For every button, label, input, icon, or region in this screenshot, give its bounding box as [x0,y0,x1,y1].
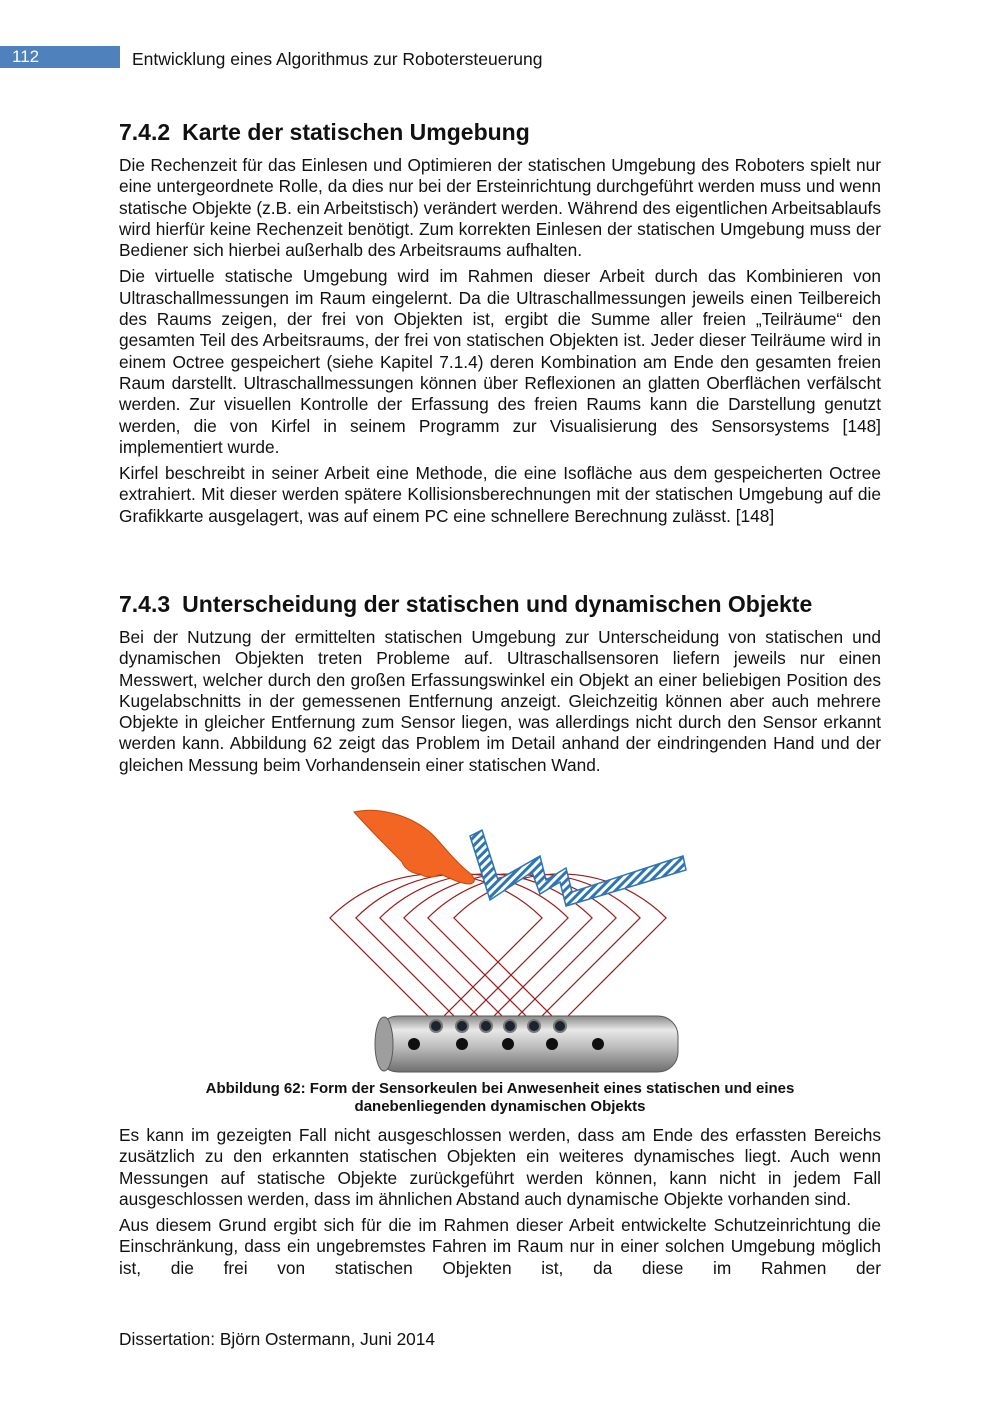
sensor-beam-illustration [320,802,690,1074]
page-number: 112 [0,46,120,68]
tube-hole [546,1038,558,1050]
section-number: 7.4.2 [119,119,171,145]
footer: Dissertation: Björn Ostermann, Juni 2014 [119,1329,436,1349]
ultrasonic-sensor [528,1020,540,1032]
section-7-4-3 [119,590,881,776]
section-7-4-2 [119,118,881,527]
section-number: 7.4.3 [119,591,171,617]
running-header: Entwicklung eines Algorithmus zur Robotersteuerung [132,49,543,69]
tube-hole [502,1038,514,1050]
hand-icon [354,810,474,884]
caption-line: Abbildung 62: Form der Sensorkeulen bei Anwesenheit eines statischen und eines [205,1080,795,1097]
ultrasonic-sensor [554,1020,566,1032]
ultrasonic-sensor [456,1020,468,1032]
sensor-beam [428,874,640,1024]
ultrasonic-sensor [480,1020,492,1032]
paragraph: Die Rechenzeit für das Einlesen und Optimieren der statischen Umgebung des Roboters spielt nur eine untergeordnete Rolle, da dies nur bei der Ersteinrichtung durchgeführt werden muss und wenn statische Objekte (z.B. ein Arbeitstisch) verändert werden. Während des eigentlichen Arbeitsablaufs wird hierfür keine Rechenzeit benötigt. Zum korrekten Einlesen der statischen Umgebung muss der Bediener sich hierbei außerhalb des Arbeitsraums aufhalten. [119,155,881,261]
paragraph: Bei der Nutzung der ermittelten statischen Umgebung zur Unterscheidung von statischen und dynamischen Objekten treten Probleme auf. Ultraschallsensoren liefern jeweils nur einen Messwert, welcher durch den großen Erfassungswinkel ein Objekt an einer beliebigen Position des Kugelabschnitts in der gemessenen Entfernung anzeigt. Gleichzeitig können aber auch mehrere Objekte in gleicher Entfernung zum Sensor liegen, was allerdings nicht durch den Sensor erkannt werden kann. Abbildung 62 zeigt das Problem im Detail anhand der eindringenden Hand und der gleichen Messung beim Vorhandensein einer statischen Wand. [119,627,881,775]
tube-hole [592,1038,604,1050]
paragraph: Aus diesem Grund ergibt sich für die im Rahmen dieser Arbeit entwickelte Schutzeinrichtung die Einschränkung, dass ein ungebremstes Fahren im Raum nur in einer solchen Umgebung möglich ist, die frei von statischen Objekten ist, da diese im Rahmen der [119,1215,881,1278]
section-title: Unterscheidung der statischen und dynamischen Objekte [182,591,813,617]
static-wall [470,830,686,906]
text-after-figure [119,1125,881,1279]
sensor-tube [375,1016,678,1072]
caption-line: danebenliegenden dynamischen Objekts [354,1098,646,1115]
tube-hole [456,1038,468,1050]
sensor-beam [380,874,592,1024]
ultrasonic-sensor [504,1020,516,1032]
paragraph: Es kann im gezeigten Fall nicht ausgeschlossen werden, dass am Ende des erfassten Bereichs zusätzlich zu den erkannten statischen Objekten ein weiteres dynamisches liegt. Auch wenn Messungen auf statische Objekte zurückgeführt werden können, kann nicht in jedem Fall ausgeschlossen werden, dass im ähnlichen Abstand auch dynamische Objekte vorhanden sind. [119,1125,881,1209]
section-title: Karte der statischen Umgebung [182,119,530,145]
sensor-beam [330,874,542,1024]
sensor-beams [330,874,666,1024]
ultrasonic-sensor [430,1020,442,1032]
figure-sensor-beams [320,802,690,1074]
paragraph: Die virtuelle statische Umgebung wird im Rahmen dieser Arbeit durch das Kombinieren von Ultraschallmessungen im Raum eingelernt. Da die Ultraschallmessungen jeweils einen Teilbereich des Raums zeigen, der frei von Objekten ist, ergibt die Summe aller freien „Teilräume“ den gesamten Teil des Arbeitsraums, der frei von statischen Objekten ist. Jeder dieser Teilräume wird in einem Octree gespeichert (siehe Kapitel 7.1.4) deren Kombination am Ende den gesamten freien Raum darstellt. Ultraschallmessungen können über Reflexionen an glatten Oberflächen verfälscht werden. Zur visuellen Kontrolle der Erfassung des freien Raums kann die Darstellung genutzt werden, die von Kirfel in seinem Programm zur Visualisierung des Sensorsystems [148] implementiert wurde. [119,266,881,457]
section-heading [119,118,881,146]
sensor-beam [454,874,666,1024]
tube-hole [408,1038,420,1050]
section-heading [119,590,881,618]
paragraph: Kirfel beschreibt in seiner Arbeit eine Methode, die eine Isofläche aus dem gespeicherten Octree extrahiert. Mit dieser werden spätere Kollisionsberechnungen mit der statischen Umgebung auf die Grafikkarte ausgelagert, was auf einem PC eine schnellere Berechnung zulässt. [148] [119,463,881,526]
sensor-beam [356,874,568,1024]
figure-caption [119,1080,881,1116]
